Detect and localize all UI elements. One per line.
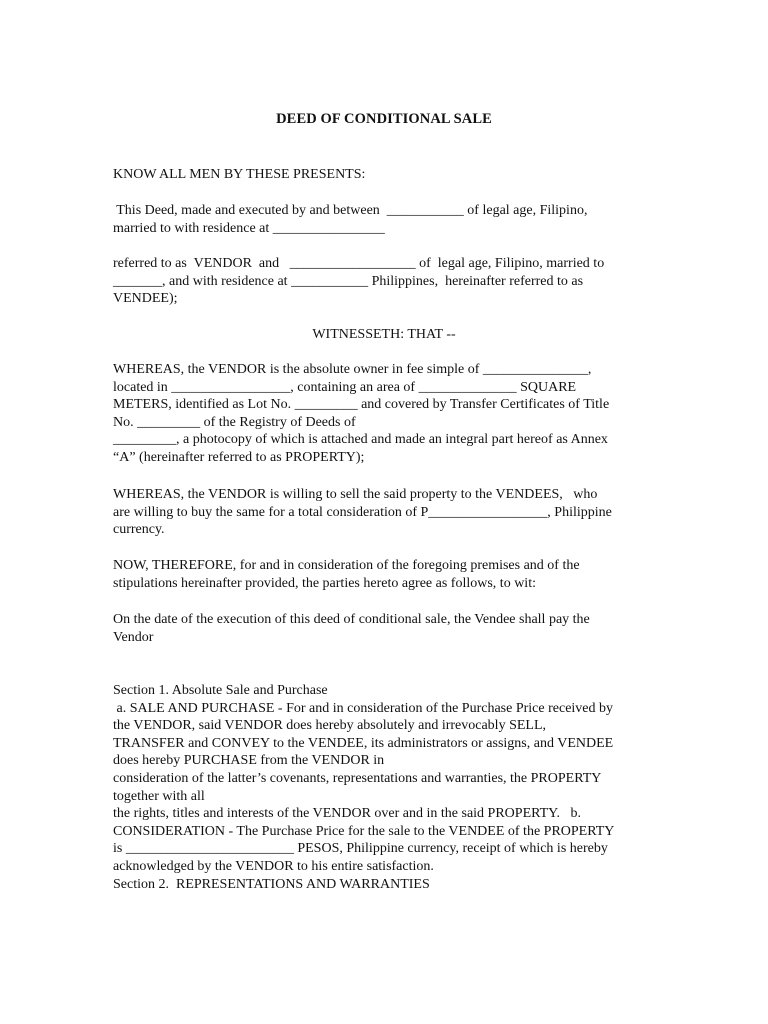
document-title: DEED OF CONDITIONAL SALE (276, 111, 492, 127)
text-line: together with all (113, 788, 205, 804)
text-line: _______, and with residence at ___________ Philippines, hereinafter referred to as (113, 273, 584, 289)
text-line: WHEREAS, the VENDOR is willing to sell the said property to the VENDEES, who (113, 487, 598, 502)
text-line: is ________________________ PESOS, Philippine currency, receipt of which is hereby (113, 841, 608, 857)
text-line: married to with residence at ________________ (113, 220, 385, 236)
text-line: acknowledged by the VENDOR to his entire satisfaction. (113, 858, 434, 874)
text-line: are willing to buy the same for a total consideration of P_________________, Philippine (113, 504, 612, 520)
text-line: a. SALE AND PURCHASE - For and in consideration of the Purchase Price received by (113, 700, 614, 716)
text-line: TRANSFER and CONVEY to the VENDEE, its administrators or assigns, and VENDEE (113, 735, 614, 751)
text-line: METERS, identified as Lot No. _________ and covered by Transfer Certificates of Title (113, 397, 610, 413)
text-line: currency. (113, 522, 165, 538)
text-line: “A” (hereinafter referred to as PROPERTY); (113, 449, 365, 465)
text-line: consideration of the latter’s covenants, representations and warranties, the PROPERTY (113, 770, 602, 786)
preamble (113, 166, 658, 184)
section-heading: Section 1. Absolute Sale and Purchase (113, 683, 328, 698)
text-line: No. _________ of the Registry of Deeds of (113, 414, 356, 430)
text-line: the VENDOR, said VENDOR does hereby absolutely and irrevocably SELL, (113, 718, 547, 734)
text-line: VENDEE); (113, 291, 178, 307)
now-therefore-paragraph (113, 557, 658, 592)
execution-paragraph (113, 611, 658, 646)
text-line: WHEREAS, the VENDOR is the absolute owner in fee simple of _______________, (113, 362, 592, 377)
parties-paragraph (113, 202, 658, 237)
text-line: This Deed, made and executed by and between ___________ of legal age, Filipino, (113, 203, 588, 218)
vendor-vendee-paragraph (113, 255, 658, 308)
text-line: On the date of the execution of this deed of conditional sale, the Vendee shall pay the (113, 612, 590, 627)
text-line: NOW, THEREFORE, for and in consideration of the foregoing premises and of the (113, 558, 580, 573)
text-line: CONSIDERATION - The Purchase Price for the sale to the VENDEE of the PROPERTY (113, 823, 615, 839)
whereas-sale-paragraph (113, 486, 658, 539)
text-line: located in _________________, containing an area of ______________ SQUARE (113, 379, 577, 395)
text-line: stipulations hereinafter provided, the parties hereto agree as follows, to wit: (113, 575, 536, 591)
text-line: _________, a photocopy of which is attached and made an integral part hereof as Annex (113, 432, 608, 448)
text-line: Section 2. REPRESENTATIONS AND WARRANTIES (113, 876, 430, 892)
section-1 (113, 682, 658, 893)
witnesseth-heading: WITNESSETH: THAT -- (312, 327, 456, 342)
whereas-property-paragraph (113, 361, 658, 467)
text-line: KNOW ALL MEN BY THESE PRESENTS: (113, 167, 366, 182)
text-line: Vendor (113, 629, 154, 645)
text-line: the rights, titles and interests of the VENDOR over and in the said PROPERTY. b. (113, 806, 581, 822)
text-line: does hereby PURCHASE from the VENDOR in (113, 753, 385, 769)
text-line: referred to as VENDOR and __________________ of legal age, Filipino, married to (113, 256, 605, 271)
